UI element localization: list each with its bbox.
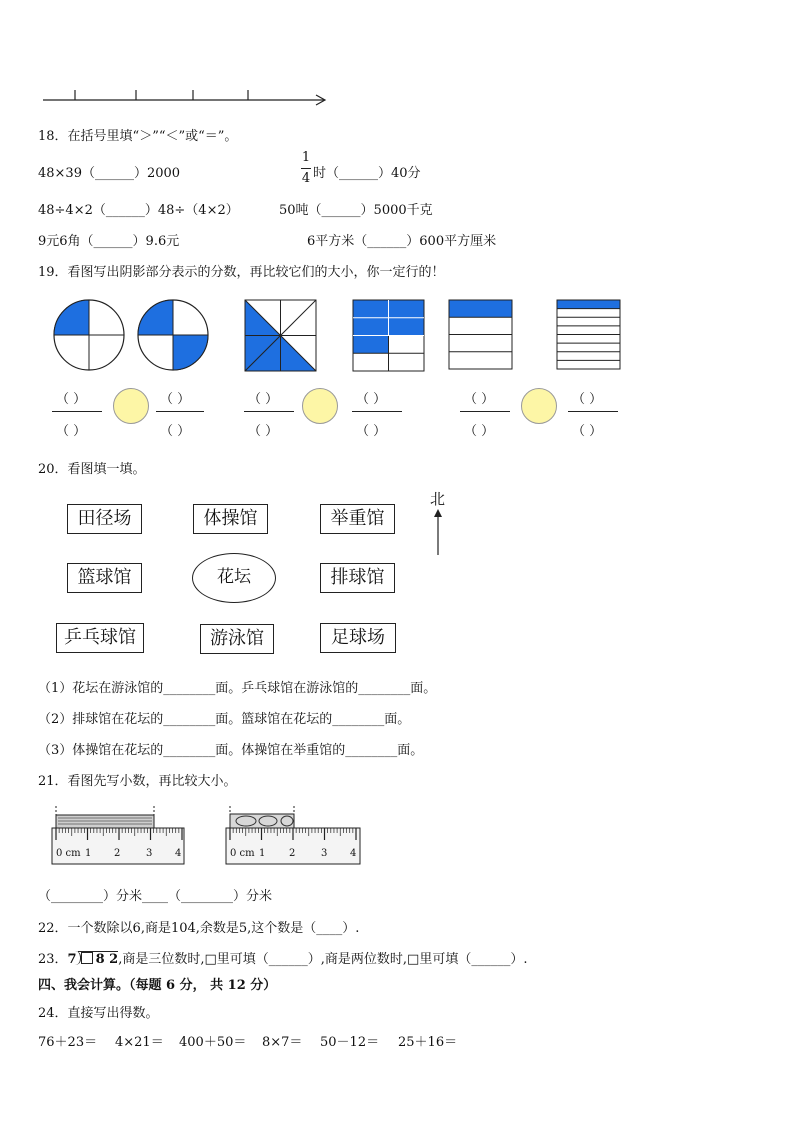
ruler-label-0: 0 cm: [56, 848, 81, 859]
half-circle-figure: [136, 298, 212, 374]
blank-numerator[interactable]: （ ）: [160, 392, 191, 407]
blank-denominator[interactable]: （ ）: [248, 424, 279, 439]
ruler-label-1: 1: [85, 848, 92, 859]
calc-item: 8×7＝: [262, 1035, 303, 1050]
q23-dividend: 8 2: [95, 952, 119, 967]
q20-sentence-1: （1）花坛在游泳馆的________面。乒乓球馆在游泳馆的________面。: [38, 681, 437, 696]
venue-youyong: 游泳馆: [200, 624, 274, 654]
blank-numerator[interactable]: （ ）: [56, 392, 87, 407]
fraction-bar: [460, 411, 510, 412]
grid-figure: [352, 299, 426, 373]
north-label: 北: [430, 490, 446, 508]
ruler-label-0: 0 cm: [230, 848, 255, 859]
fraction-numerator: 1: [301, 150, 311, 165]
q24-title: 24．直接写出得数。: [38, 1006, 159, 1021]
q23-divisor: 7: [67, 952, 77, 967]
ruler-label-3: 3: [146, 848, 153, 859]
venue-huatan: 花坛: [192, 553, 276, 603]
q20-title: 20．看图填一填。: [38, 462, 146, 477]
fraction-bar: [244, 411, 294, 412]
calc-item: 4×21＝: [115, 1035, 164, 1050]
q18-r1-left: 48×39（______）2000: [38, 166, 181, 181]
q22-text: 22．一个数除以6,商是104,余数是5,这个数是（____）.: [38, 921, 360, 936]
eight-strip-figure: [556, 299, 622, 371]
q18-r2-left: 48÷4×2（______）48÷（4×2）: [38, 203, 239, 218]
venue-tianjing: 田径场: [67, 504, 142, 534]
north-arrow-icon: [432, 508, 444, 556]
venue-pingpang: 乒乓球馆: [56, 623, 144, 653]
venue-ticao: 体操馆: [193, 504, 268, 534]
fraction-denominator: 4: [301, 171, 311, 186]
triangle-square-figure: [244, 299, 318, 373]
four-strip-figure: [448, 299, 514, 371]
blank-numerator[interactable]: （ ）: [464, 392, 495, 407]
fraction-bar: [352, 411, 402, 412]
blank-numerator[interactable]: （ ）: [572, 392, 603, 407]
quarter-circle-figure: [52, 298, 128, 374]
ruler-label-2: 2: [114, 848, 121, 859]
ruler-label-2: 2: [289, 848, 296, 859]
q20-sentence-2: （2）排球馆在花坛的________面。篮球馆在花坛的________面。: [38, 712, 411, 727]
compare-circle[interactable]: [302, 388, 338, 424]
q21-title: 21．看图先写小数，再比较大小。: [38, 774, 237, 789]
blank-box[interactable]: [81, 952, 93, 964]
q21-answer: （________）分米____（________）分米: [38, 889, 273, 904]
q18-title: 18．在括号里填“＞”“＜”或“＝”。: [38, 129, 238, 144]
blank-denominator[interactable]: （ ）: [56, 424, 87, 439]
fraction-bar: [156, 411, 204, 412]
compare-circle[interactable]: [113, 388, 149, 424]
q18-r3-right: 6平方米（______）600平方厘米: [307, 234, 497, 249]
calc-item: 25＋16＝: [398, 1035, 458, 1050]
fraction-bar: [301, 168, 311, 169]
blank-denominator[interactable]: （ ）: [572, 424, 603, 439]
calc-item: 50－12＝: [320, 1035, 380, 1050]
blank-denominator[interactable]: （ ）: [356, 424, 387, 439]
number-line: [40, 88, 332, 108]
q19-title: 19．看图写出阴影部分表示的分数，再比较它们的大小，你一定行的！: [38, 265, 445, 280]
calc-item: 76＋23＝: [38, 1035, 98, 1050]
q23-prefix: 23．: [38, 952, 68, 967]
fraction-bar: [52, 411, 102, 412]
blank-numerator[interactable]: （ ）: [356, 392, 387, 407]
section-4-title: 四、我会计算。（每题 6 分， 共 12 分）: [38, 978, 277, 993]
venue-zuqiu: 足球场: [320, 623, 396, 653]
q23-line: [38, 948, 527, 967]
q18-r3-left: 9元6角（______）9.6元: [38, 234, 180, 249]
venue-lanqiu: 篮球馆: [67, 563, 142, 593]
q18-r2-right: 50吨（______）5000千克: [279, 203, 433, 218]
ruler-label-4: 4: [175, 848, 182, 859]
ruler-label-4: 4: [350, 848, 357, 859]
ruler-with-strip: [50, 806, 186, 866]
q23-text: ,商是三位数时,□里可填（______）,商是两位数时,□里可填（______）.: [118, 952, 528, 967]
q20-sentence-3: （3）体操馆在花坛的________面。体操馆在举重馆的________面。: [38, 743, 424, 758]
venue-juzhong: 举重馆: [320, 504, 395, 534]
blank-denominator[interactable]: （ ）: [160, 424, 191, 439]
ruler-label-3: 3: [321, 848, 328, 859]
ruler-label-1: 1: [259, 848, 266, 859]
compare-circle[interactable]: [521, 388, 557, 424]
q18-r1-right: 时（______）40分: [313, 166, 421, 181]
fraction-bar: [568, 411, 618, 412]
venue-paiqiu: 排球馆: [320, 563, 395, 593]
blank-denominator[interactable]: （ ）: [464, 424, 495, 439]
calc-item: 400＋50＝: [179, 1035, 247, 1050]
blank-numerator[interactable]: （ ）: [248, 392, 279, 407]
ruler-with-pencil: [224, 806, 362, 866]
